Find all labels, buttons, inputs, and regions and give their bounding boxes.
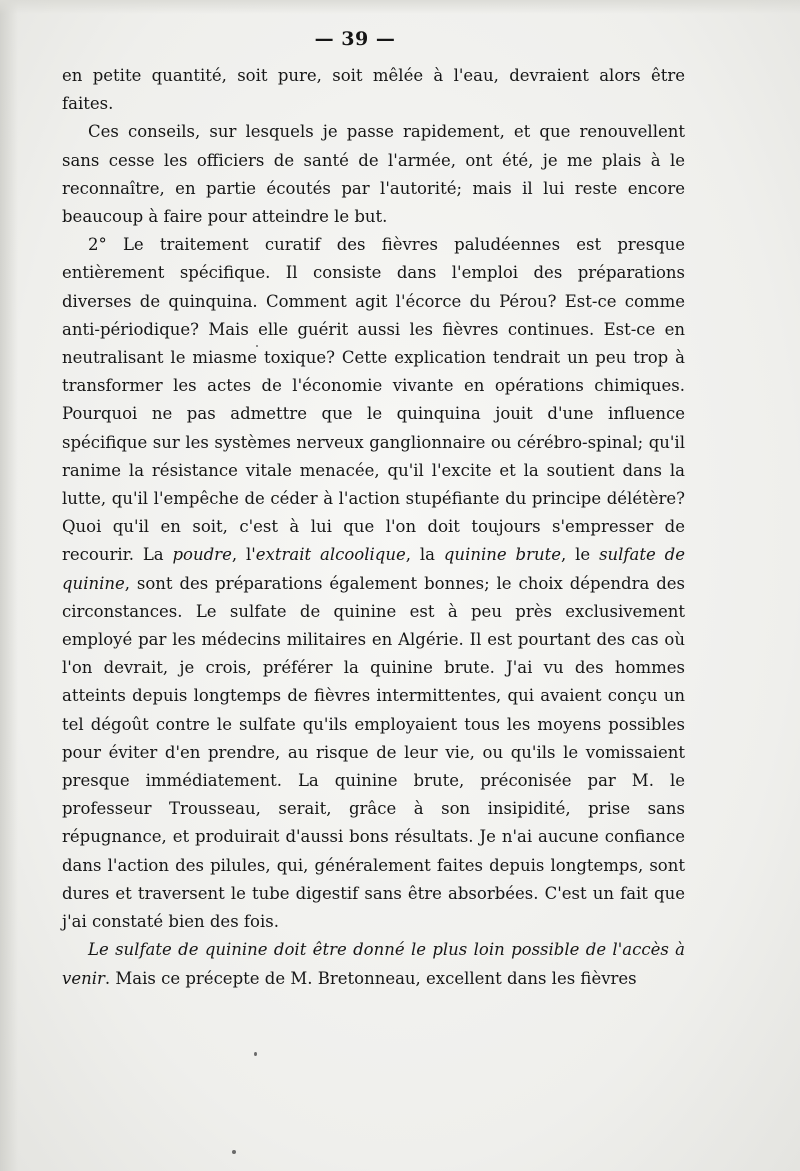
body-text <box>62 62 685 993</box>
text-run: , l' <box>231 545 256 565</box>
paragraph-p2 <box>62 118 685 231</box>
text-run: . Mais ce précepte de M. Bretonneau, excellent dans les fièvres <box>104 968 637 988</box>
text-run: en petite quantité, soit pure, soit mêlée à l'eau, devraient alors être faites. <box>62 66 685 114</box>
text-run: , sont des préparations également bonnes; le choix dépendra des circonstances. Le sulfate de quinine est à peu près exclusivement employé par les médecins militaires en Algérie. Il est pourtant des cas où l'on devrait, je crois, préférer la quinine brute. J'ai vu des hommes atteints depuis longtemps de fièvres intermittentes, qui avaient conçu un tel dégoût contre le sulfate qu'ils employaient tous les moyens possibles pour éviter d'en prendre, au risque de leur vie, ou qu'ils le vomissaient presque immédiatement. La quinine brute, préconisée par M. le professeur Trousseau, serait, grâce à son insipidité, prise sans répugnance, et produirait d'aussi bons résultats. Je n'ai aucune confiance dans l'action des pilules, qui, généralement faites depuis longtemps, sont dures et traversent le tube digestif sans être absorbées. C'est un fait que j'ai constaté bien des fois. <box>62 573 685 932</box>
italic-text: sulfate de quinine <box>62 545 685 593</box>
text-run: 2° Le traitement curatif des fièvres paludéennes est presque entièrement spécifique. Il consiste dans l'emploi des préparations diverses de quinquina. Comment agit l'écorce du Pérou? Est-ce comme anti-périodique? Mais elle guérit aussi les fièvres continues. Est-ce en neutralisant le miasme toxique? Cette explication tendrait un peu trop à transformer les actes de l'économie vivante en opérations chimiques. Pourquoi ne pas admettre que le quinquina jouit d'une influence spécifique sur les systèmes nerveux ganglionnaire ou cérébro-spinal; qu'il ranime la résistance vitale menacée, qu'il l'excite et la soutient dans la lutte, qu'il l'empêche de céder à l'action stupéfiante du principe délétère? Quoi qu'il en soit, c'est à lui que l'on doit toujours s'empresser de recourir. La <box>62 235 685 565</box>
text-run: , le <box>561 545 600 565</box>
page-number: — 39 — <box>314 28 396 50</box>
page-shadow-top <box>0 0 800 14</box>
ink-speck <box>256 345 258 347</box>
paragraph-p3 <box>62 231 685 936</box>
italic-text: extrait alcoolique <box>255 545 406 565</box>
italic-text: quinine brute <box>443 545 561 565</box>
paragraph-p4 <box>62 936 685 992</box>
ink-speck <box>232 1150 236 1154</box>
italic-text: Le sulfate de quinine doit être donné le plus loin possible de l'accès à venir <box>62 940 685 988</box>
ink-speck <box>254 1052 257 1056</box>
italic-text: poudre <box>172 545 232 565</box>
paragraph-p1 <box>62 62 685 118</box>
text-run: , la <box>405 545 444 565</box>
page-shadow-left <box>0 0 18 1171</box>
text-run: Ces conseils, sur lesquels je passe rapidement, et que renouvellent sans cesse les officiers de santé de l'armée, ont été, je me plais à le reconnaître, en partie écoutés par l'autorité; mais il lui reste encore beaucoup à faire pour atteindre le but. <box>62 122 685 227</box>
